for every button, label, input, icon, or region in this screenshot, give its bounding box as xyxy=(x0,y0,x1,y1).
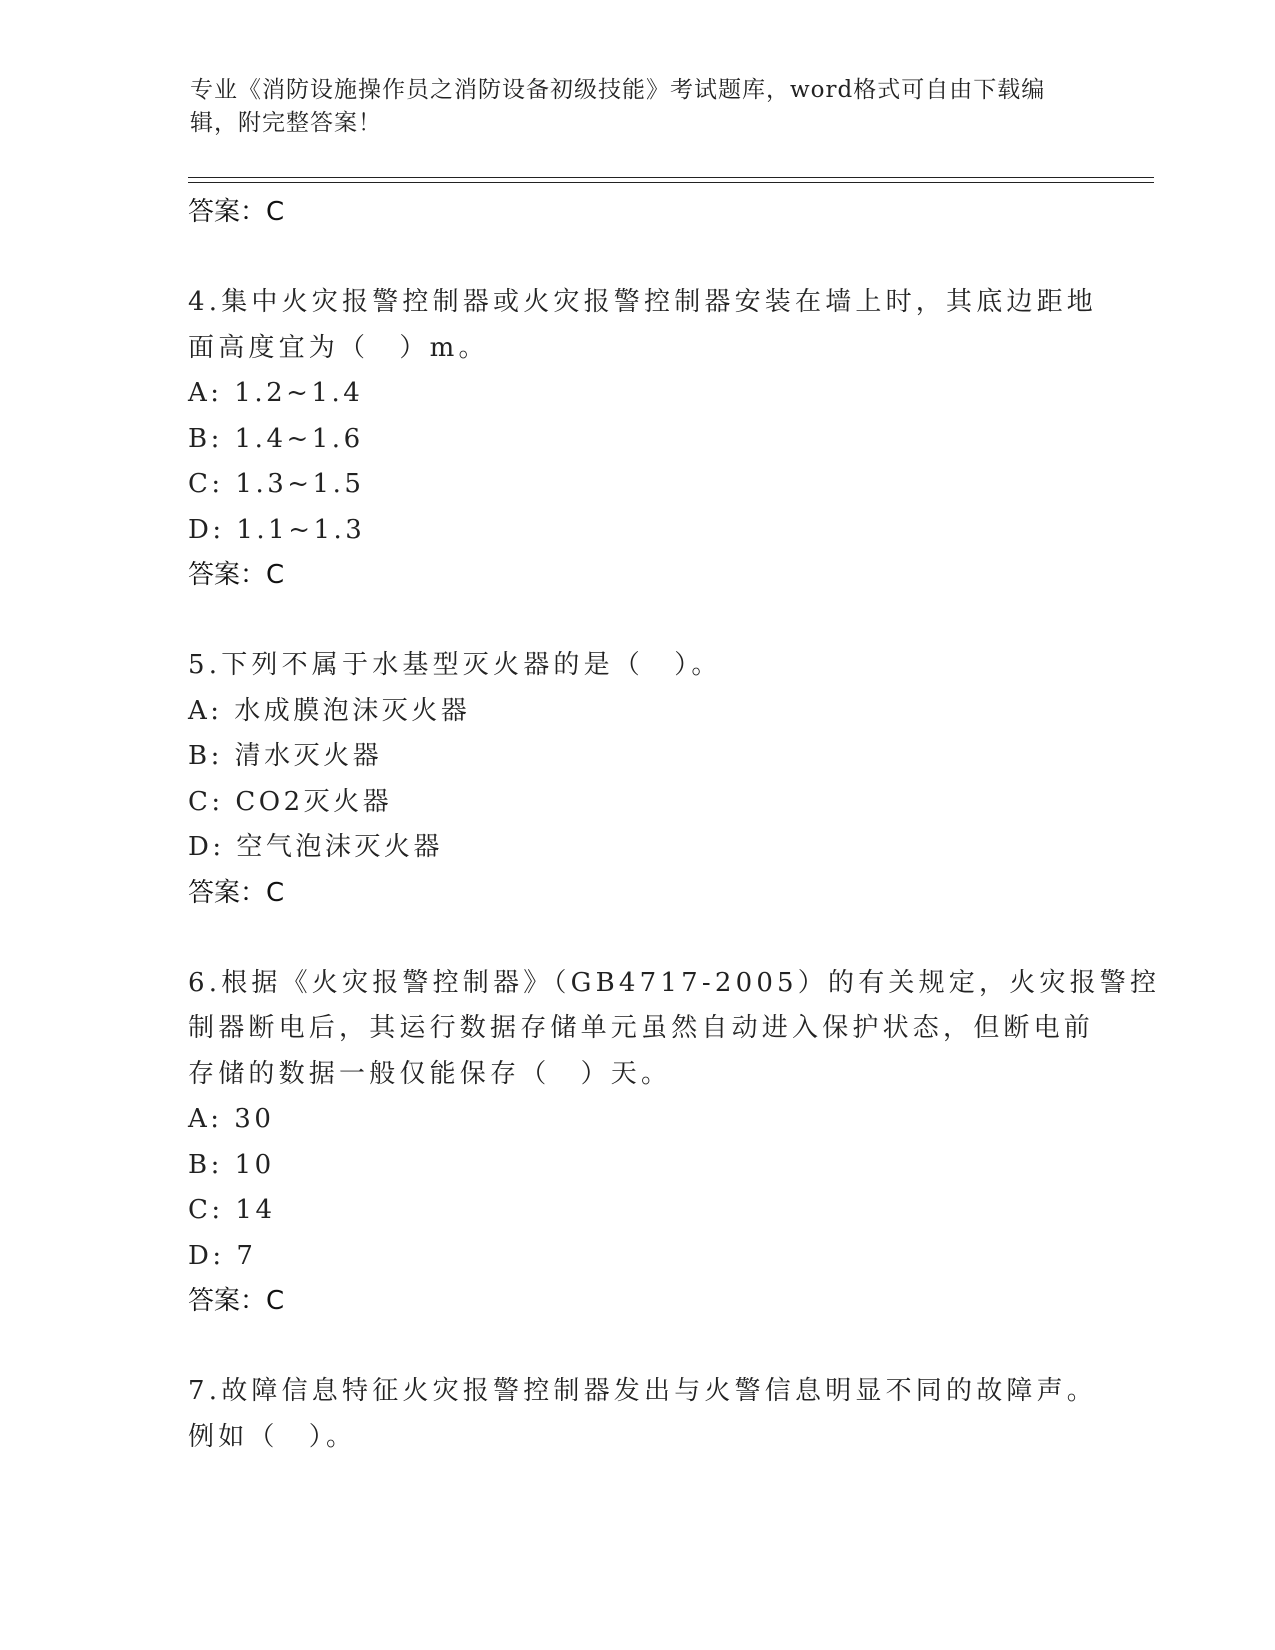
question-text-line: 面高度宜为（ ）m。 xyxy=(188,332,489,363)
header-divider-top xyxy=(188,177,1154,178)
question-6 xyxy=(188,961,1161,1324)
option-d: D: 空气泡沫灭火器 xyxy=(188,832,443,862)
question-4 xyxy=(188,280,1098,597)
option-b: B: 10 xyxy=(188,1149,275,1180)
option-a: A: 30 xyxy=(188,1104,275,1134)
question-7 xyxy=(188,1369,1098,1460)
question-text-line: 例如（ ）。 xyxy=(188,1421,357,1452)
answer-line: 答案：C xyxy=(188,197,285,227)
question-text-line: 5.下列不属于水基型灭火器的是（ ）。 xyxy=(188,650,722,680)
header-line-2: 辑，附完整答案！ xyxy=(190,110,382,136)
answer-line: 答案：C xyxy=(188,1286,285,1316)
option-b: B: 1.4~1.6 xyxy=(188,423,364,454)
option-b: B: 清水灭火器 xyxy=(188,741,383,771)
page-header xyxy=(190,74,1090,140)
answer-line: 答案：C xyxy=(188,877,285,908)
option-a: A: 1.2~1.4 xyxy=(188,378,364,408)
header-divider-bottom xyxy=(188,182,1154,183)
question-text-line: 6.根据《火灾报警控制器》（GB4717-2005）的有关规定，火灾报警控 xyxy=(188,967,1161,998)
option-d: D: 7 xyxy=(188,1240,257,1271)
option-d: D: 1.1~1.3 xyxy=(188,514,366,545)
answer-line: 答案：C xyxy=(188,560,285,590)
option-c: C: 14 xyxy=(188,1195,276,1225)
header-line-1: 专业《消防设施操作员之消防设备初级技能》考试题库，word格式可自由下载编 xyxy=(190,77,1046,103)
question-list xyxy=(188,190,1161,1460)
option-a: A: 水成膜泡沫灭火器 xyxy=(188,695,471,726)
question-text-line: 制器断电后，其运行数据存储单元虽然自动进入保护状态，但断电前 xyxy=(188,1013,1095,1043)
question-5 xyxy=(188,643,1088,915)
question-text-line: 7.故障信息特征火灾报警控制器发出与火警信息明显不同的故障声。 xyxy=(188,1376,1098,1406)
option-c: C: 1.3~1.5 xyxy=(188,469,365,499)
question-text-line: 存储的数据一般仅能保存（ ）天。 xyxy=(188,1058,672,1089)
question-text-line: 4.集中火灾报警控制器或火灾报警控制器安装在墙上时，其底边距地 xyxy=(188,287,1098,317)
option-c: C: CO2灭火器 xyxy=(188,786,393,817)
